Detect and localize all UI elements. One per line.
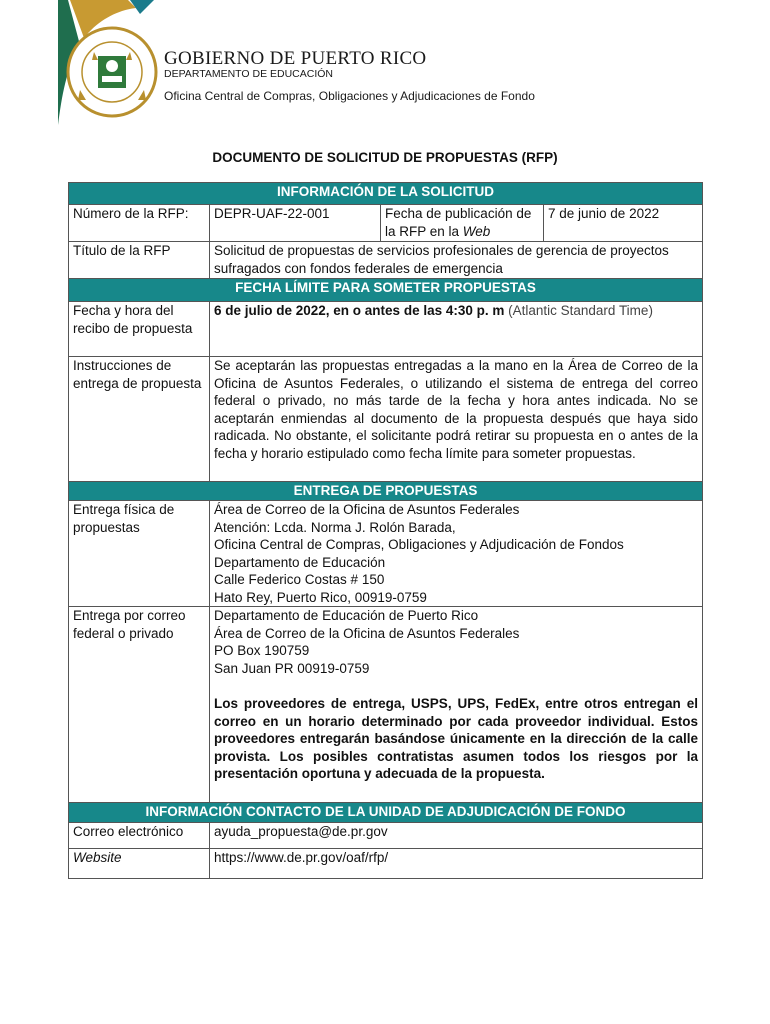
address-line: Oficina Central de Compras, Obligaciones y Adjudicación de Fondos — [214, 537, 624, 552]
publication-date-value: 7 de junio de 2022 — [544, 205, 703, 242]
address-line: Área de Correo de la Oficina de Asuntos Federales — [214, 625, 520, 641]
mail-delivery-address — [210, 607, 703, 803]
physical-delivery-address — [210, 501, 703, 607]
instructions-label: Instrucciones de entrega de propuesta — [69, 357, 210, 482]
department-name: DEPARTAMENTO DE EDUCACIÓN — [164, 68, 333, 80]
rfp-info-table — [68, 182, 703, 879]
receipt-datetime-value: 6 de julio de 2022, en o antes de las 4:30 p. m (Atlantic Standard Time) — [210, 302, 703, 357]
rfp-title-label: Título de la RFP — [69, 242, 210, 279]
publication-date-label: Fecha de publicación de la RFP en la Web — [381, 205, 544, 242]
section-heading-delivery: ENTREGA DE PROPUESTAS — [69, 482, 703, 501]
government-title: GOBIERNO DE PUERTO RICO — [164, 48, 427, 69]
section-heading-contact: INFORMACIÓN CONTACTO DE LA UNIDAD DE ADJUDICACIÓN DE FONDO — [69, 803, 703, 823]
rfp-title-value: Solicitud de propuestas de servicios profesionales de gerencia de proyectos sufragados con fondos federales de emergencia — [210, 242, 703, 279]
address-line: San Juan PR 00919-0759 — [214, 660, 370, 676]
puerto-rico-seal-logo — [58, 0, 162, 130]
address-line: Área de Correo de la Oficina de Asuntos Federales — [214, 502, 520, 517]
instructions-text: Se aceptarán las propuestas entregadas a la mano en la Área de Correo de la Oficina de Asuntos Federales, o utilizando el sistema de entrega del correo federal o privado, no más tarde de la fecha y hora antes indicada. No se aceptarán enmiendas al documento de la propuesta después que haya sido radicada. No obstante, el solicitante podrá retirar su propuesta en o antes de la fecha y horario estipulado como fecha límite para someter propuestas. — [210, 357, 703, 482]
rfp-number-label: Número de la RFP: — [69, 205, 210, 242]
mail-delivery-label: Entrega por correo federal o privado — [69, 607, 210, 803]
letterhead — [58, 0, 578, 130]
physical-delivery-label: Entrega física de propuestas — [69, 501, 210, 607]
address-line: Calle Federico Costas # 150 — [214, 572, 385, 587]
website-label: Website — [69, 849, 210, 879]
website-link[interactable]: https://www.de.pr.gov/oaf/rfp/ — [210, 849, 703, 879]
address-line: Departamento de Educación — [214, 554, 386, 570]
office-name: Oficina Central de Compras, Obligaciones y Adjudicaciones de Fondo — [164, 89, 535, 103]
delivery-carriers-note: Los proveedores de entrega, USPS, UPS, FedEx, entre otros entregan el correo en un horario determinado por cada proveedor individual. Estos proveedores entregarán basándose únicamente en la dirección de la calle provista. Los posibles contratistas asumen todos los riesgos por la presentación oportuna y adecuada de la propuesta. — [214, 696, 698, 781]
receipt-datetime-label: Fecha y hora del recibo de propuesta — [69, 302, 210, 357]
address-line: Hato Rey, Puerto Rico, 00919-0759 — [214, 589, 427, 605]
section-heading-deadline: FECHA LÍMITE PARA SOMETER PROPUESTAS — [69, 279, 703, 302]
address-line: Departamento de Educación de Puerto Rico — [214, 608, 479, 623]
section-heading-info: INFORMACIÓN DE LA SOLICITUD — [69, 183, 703, 205]
address-line: Atención: Lcda. Norma J. Rolón Barada, — [214, 519, 456, 535]
email-label: Correo electrónico — [69, 823, 210, 849]
rfp-number-value: DEPR-UAF-22-001 — [210, 205, 381, 242]
email-value[interactable]: ayuda_propuesta@de.pr.gov — [210, 823, 703, 849]
document-title: DOCUMENTO DE SOLICITUD DE PROPUESTAS (RFP) — [212, 150, 558, 165]
address-line: PO Box 190759 — [214, 643, 310, 658]
